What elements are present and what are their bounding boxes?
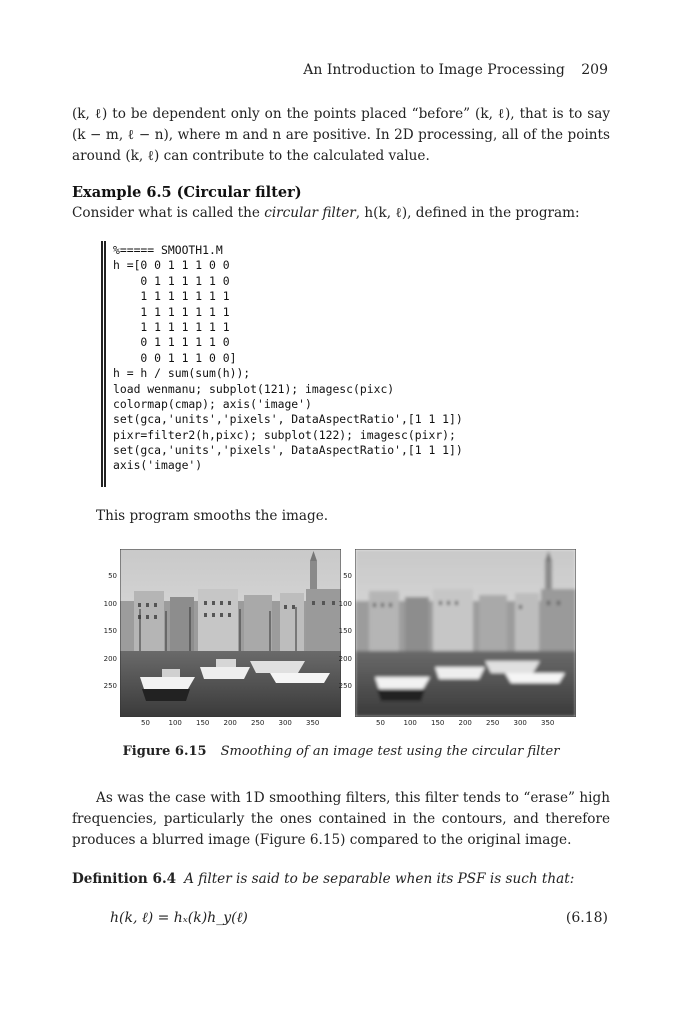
- code-line: h = h / sum(sum(h));: [113, 366, 251, 381]
- example-body-prefix: Consider what is called the: [72, 205, 265, 221]
- x-tick-label: 350: [306, 719, 320, 727]
- code-line: 1 1 1 1 1 1 1: [113, 289, 230, 304]
- x-tick-label: 200: [223, 719, 237, 727]
- original-image: [120, 549, 341, 717]
- code-line: 1 1 1 1 1 1 1: [113, 319, 230, 334]
- running-header: [0, 62, 608, 78]
- code-line: h =[0 0 1 1 1 0 0: [113, 258, 230, 273]
- x-tick-label: 250: [251, 719, 265, 727]
- definition: [72, 871, 574, 887]
- caption-text: Smoothing of an image test using the circular filter: [220, 744, 560, 759]
- code-line: axis('image'): [113, 458, 203, 473]
- y-tick-label: 50: [343, 572, 352, 580]
- y-tick-label: 100: [103, 599, 117, 608]
- x-tick-label: 300: [278, 719, 292, 727]
- y-tick-label: 200: [338, 654, 352, 663]
- x-tick-label: 200: [458, 719, 472, 727]
- y-tick-label: 50: [108, 572, 117, 580]
- y-tick-label: 150: [338, 627, 352, 635]
- example-body-emph: circular filter: [264, 205, 356, 221]
- code-line: colormap(cmap); axis('image'): [113, 396, 312, 411]
- y-tick-label: 250: [103, 682, 117, 690]
- x-tick-label: 250: [486, 719, 500, 727]
- code-listing: [113, 243, 463, 474]
- figure-caption: [0, 744, 682, 759]
- smoothed-image: [355, 549, 576, 717]
- x-tick-label: 100: [168, 719, 182, 727]
- code-line: 0 1 1 1 1 1 0: [113, 273, 230, 288]
- code-line: %===== SMOOTH1.M: [113, 243, 223, 257]
- code-line: load wenmanu; subplot(121); imagesc(pixc): [113, 381, 395, 396]
- x-tick-label: 50: [141, 719, 150, 727]
- example-title: Example 6.5 (Circular filter): [72, 184, 302, 201]
- intro-paragraph: [72, 104, 610, 167]
- code-line: 0 1 1 1 1 1 0: [113, 335, 230, 350]
- page-number: 209: [581, 62, 608, 78]
- example-body-suffix: , h(k, ℓ), defined in the program:: [355, 205, 580, 221]
- code-line: set(gca,'units','pixels', DataAspectRatio',[1 1 1]): [113, 412, 463, 427]
- y-tick-label: 200: [103, 654, 117, 663]
- code-line: pixr=filter2(h,pixc); subplot(122); imagesc(pixr);: [113, 427, 456, 442]
- y-tick-label: 100: [338, 599, 352, 608]
- equation: h(k, ℓ) = hₓ(k)h_y(ℓ): [110, 910, 248, 926]
- after-code-text: This program smooths the image.: [96, 508, 329, 524]
- caption-label: Figure 6.15: [122, 744, 207, 759]
- code-line: 0 0 1 1 1 0 0]: [113, 350, 237, 365]
- x-tick-label: 100: [403, 719, 417, 727]
- example-body: [72, 205, 580, 221]
- discussion-text: As was the case with 1D smoothing filters, this filter tends to “erase” high frequencies, particularly the ones contained in the contours, and therefore produces a blurred image (Figure 6.15) compared to the original image.: [72, 790, 610, 848]
- code-line: set(gca,'units','pixels', DataAspectRatio',[1 1 1]): [113, 443, 463, 458]
- figure-original: [103, 549, 341, 727]
- x-tick-label: 300: [513, 719, 527, 727]
- x-tick-label: 150: [431, 719, 445, 727]
- definition-text: A filter is said to be separable when its PSF is such that:: [184, 871, 575, 887]
- x-tick-label: 350: [541, 719, 555, 727]
- intro-text: (k, ℓ) to be dependent only on the points placed “before” (k, ℓ), that is to say (k − m, ℓ − n), where m and n are positive. In 2D processing, all of the points around (k, ℓ) can contribute to the calculated value.: [72, 106, 610, 164]
- y-tick-label: 250: [338, 682, 352, 690]
- x-tick-label: 50: [376, 719, 385, 727]
- x-tick-label: 150: [196, 719, 210, 727]
- running-title: An Introduction to Image Processing: [303, 62, 565, 78]
- equation-number: (6.18): [565, 910, 608, 926]
- definition-label: Definition 6.4: [72, 871, 177, 887]
- y-tick-label: 150: [103, 627, 117, 635]
- code-line: 1 1 1 1 1 1 1: [113, 304, 230, 319]
- figure-smoothed: [338, 549, 576, 727]
- discussion-paragraph: [72, 788, 610, 851]
